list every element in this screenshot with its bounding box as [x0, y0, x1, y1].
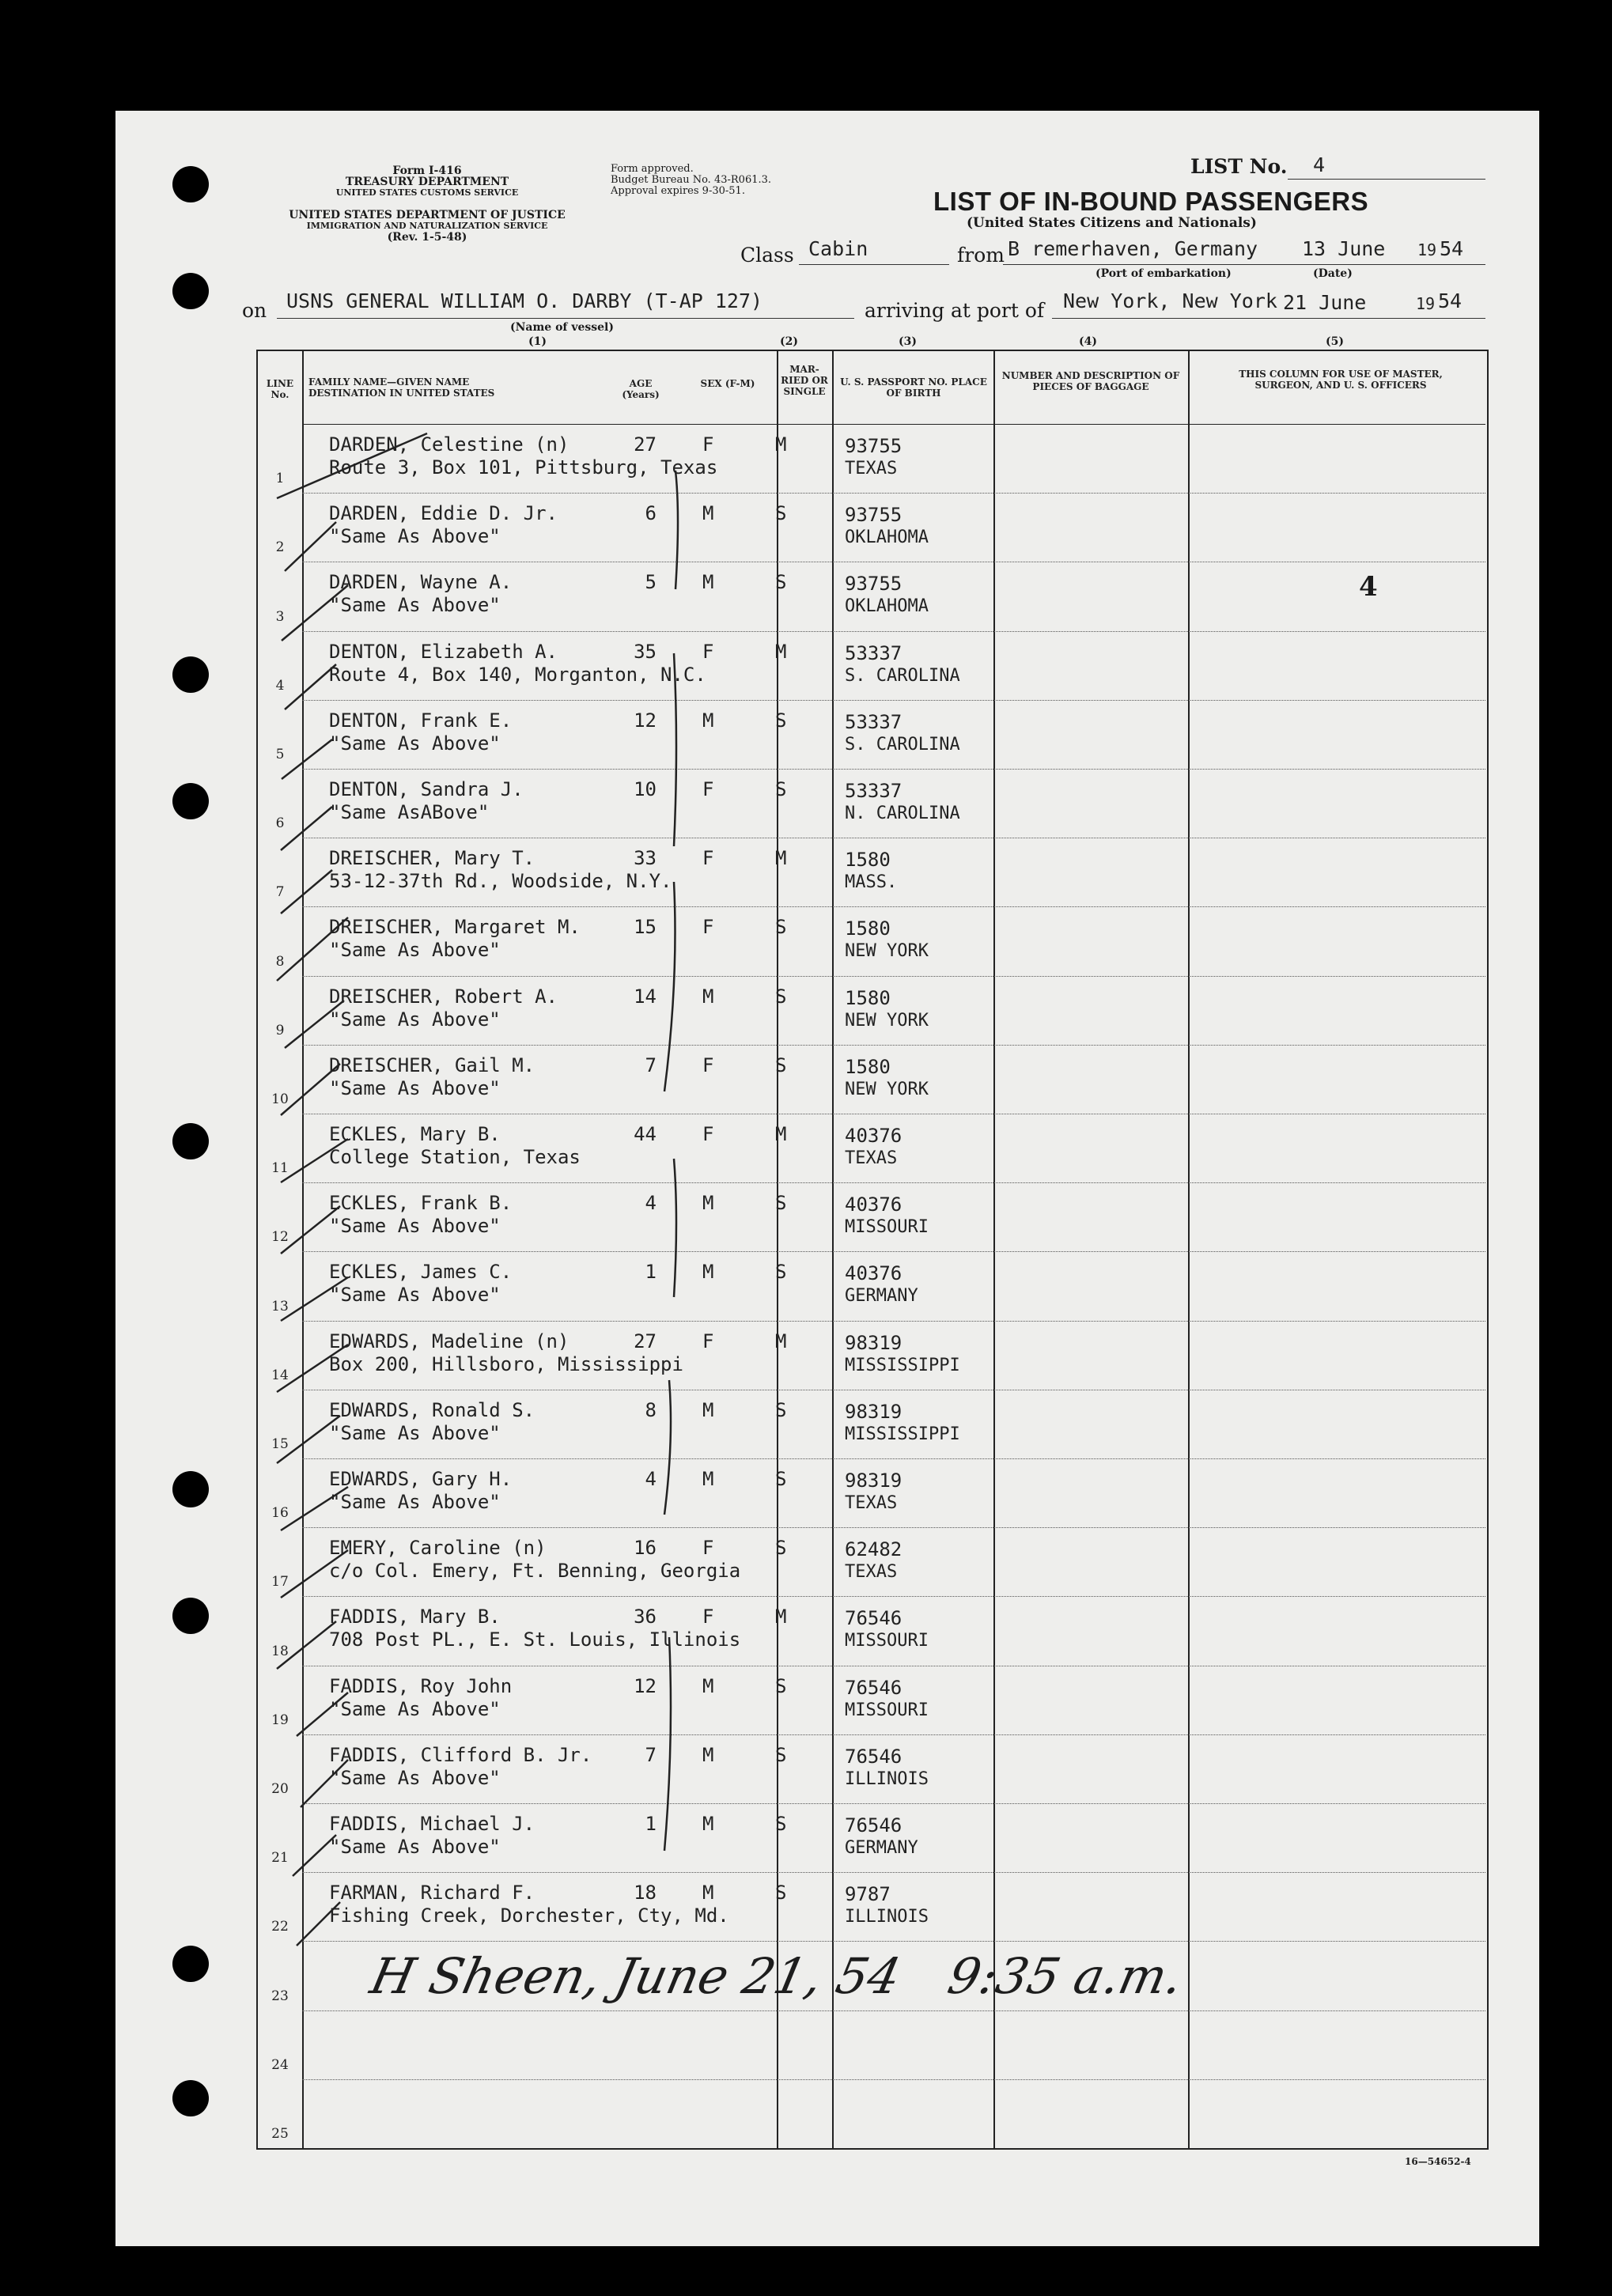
row-divider — [302, 1803, 1485, 1804]
passenger-name: ECKLES, James C. — [329, 1261, 513, 1284]
passport-number: 76546 — [845, 1676, 902, 1699]
line-number: 5 — [275, 747, 285, 762]
arrival-port: New York, New York — [1063, 289, 1277, 312]
place-of-birth: ILLINOIS — [845, 1907, 929, 1927]
marital-status: S — [775, 985, 787, 1008]
passenger-age: 1 — [645, 1813, 657, 1835]
list-no-label: LIST No. — [1190, 155, 1288, 178]
line-number: 2 — [275, 539, 285, 556]
row-divider — [302, 1527, 1485, 1528]
passport-number: 93755 — [845, 573, 902, 596]
passport-number: 76546 — [845, 1745, 902, 1768]
passenger-sex: M — [702, 571, 714, 594]
passenger-name: EDWARDS, Ronald S. — [329, 1398, 535, 1421]
marital-status: S — [775, 778, 787, 800]
passenger-age: 12 — [634, 709, 657, 732]
passenger-destination: Route 4, Box 140, Morganton, N.C. — [329, 663, 706, 686]
approval-line-2: Budget Bureau No. 43-R061.3. — [611, 174, 772, 186]
row-divider — [302, 1182, 1485, 1183]
passport-number: 53337 — [845, 641, 902, 664]
passenger-destination: "Same As Above" — [329, 1215, 501, 1238]
line-number: 20 — [271, 1781, 289, 1797]
passenger-sex: M — [702, 1192, 714, 1215]
row-divider — [302, 769, 1485, 770]
passport-number: 1580 — [845, 1055, 891, 1078]
passenger-name: DARDEN, Eddie D. Jr. — [329, 502, 558, 525]
passenger-name: DREISCHER, Gail M. — [329, 1053, 535, 1076]
passenger-age: 8 — [645, 1398, 657, 1421]
marital-status: S — [775, 1053, 787, 1076]
place-of-birth: N. CAROLINA — [845, 804, 960, 823]
punch-hole — [172, 1946, 209, 1982]
passenger-sex: F — [702, 1537, 714, 1560]
arriving-label: arriving at port of — [865, 299, 1045, 322]
passenger-age: 7 — [645, 1743, 657, 1766]
punch-hole — [172, 273, 209, 309]
punch-hole — [172, 2080, 209, 2116]
passenger-name: ECKLES, Mary B. — [329, 1123, 501, 1145]
passenger-age: 7 — [645, 1053, 657, 1076]
punch-hole — [172, 1471, 209, 1507]
marital-status: M — [775, 1606, 787, 1628]
line-number: 24 — [271, 2056, 289, 2073]
embarkation-year-prefix: 19 — [1417, 240, 1437, 259]
passenger-destination: "Same As Above" — [329, 1491, 501, 1513]
justice-dept: UNITED STATES DEPARTMENT OF JUSTICE — [289, 209, 566, 221]
passenger-age: 12 — [634, 1674, 657, 1697]
row-divider — [302, 493, 1485, 494]
passenger-sex: F — [702, 1330, 714, 1352]
line-number: 16 — [271, 1505, 289, 1522]
passenger-sex: M — [702, 985, 714, 1008]
place-of-birth: OKLAHOMA — [845, 528, 929, 548]
line-number: 14 — [271, 1367, 289, 1383]
passenger-age: 4 — [645, 1192, 657, 1215]
passenger-sex: F — [702, 640, 714, 663]
passenger-age: 27 — [634, 433, 657, 456]
row-divider — [302, 1872, 1485, 1873]
place-of-birth: MISSOURI — [845, 1700, 929, 1720]
passenger-age: 10 — [634, 778, 657, 800]
on-label: on — [242, 299, 267, 322]
col-header-married: MAR-RIED OR SINGLE — [781, 364, 828, 397]
passport-number: 98319 — [845, 1331, 902, 1354]
line-number: 12 — [271, 1229, 289, 1246]
place-of-birth: NEW YORK — [845, 1010, 929, 1031]
place-of-birth: S. CAROLINA — [845, 734, 960, 755]
class-value: Cabin — [808, 237, 868, 260]
date-caption: (Date) — [1313, 267, 1353, 280]
passport-number: 40376 — [845, 1193, 902, 1216]
marital-status: S — [775, 1398, 787, 1421]
passenger-sex: M — [702, 502, 714, 525]
passenger-age: 35 — [634, 640, 657, 663]
passenger-sex: M — [702, 1398, 714, 1421]
marital-status: S — [775, 1882, 787, 1905]
row-divider — [302, 2010, 1485, 2011]
marital-status: S — [775, 1813, 787, 1835]
line-number: 15 — [271, 1436, 289, 1452]
marital-status: M — [775, 1330, 787, 1352]
line-number: 11 — [271, 1160, 289, 1177]
ins-service: IMMIGRATION AND NATURALIZATION SERVICE — [306, 221, 548, 231]
passenger-destination: "Same AsABove" — [329, 801, 490, 823]
passenger-destination: "Same As Above" — [329, 1008, 501, 1031]
passport-number: 1580 — [845, 986, 891, 1009]
approval-line-3: Approval expires 9-30-51. — [611, 185, 745, 197]
marital-status: S — [775, 1468, 787, 1490]
passenger-name: FADDIS, Mary B. — [329, 1606, 501, 1628]
passenger-destination: "Same As Above" — [329, 1284, 501, 1307]
row-divider — [302, 976, 1485, 977]
passenger-sex: M — [702, 1813, 714, 1835]
passenger-age: 1 — [645, 1261, 657, 1284]
passenger-name: FARMAN, Richard F. — [329, 1882, 535, 1905]
line-number: 23 — [271, 1988, 289, 2004]
passenger-destination: c/o Col. Emery, Ft. Benning, Georgia — [329, 1560, 741, 1583]
approval-line-1: Form approved. — [611, 163, 694, 175]
place-of-birth: MISSISSIPPI — [845, 1355, 960, 1375]
footer-code: 16—54652-4 — [1405, 2156, 1471, 2167]
place-of-birth: GERMANY — [845, 1286, 918, 1307]
row-divider — [302, 1734, 1485, 1735]
passport-number: 1580 — [845, 849, 891, 872]
line-number: 17 — [271, 1574, 289, 1591]
line-number: 18 — [271, 1643, 289, 1659]
col-header-age: AGE (Years) — [622, 378, 660, 400]
col-header-line: LINE No. — [266, 378, 294, 400]
passenger-destination: "Same As Above" — [329, 1697, 501, 1720]
passenger-age: 44 — [634, 1123, 657, 1145]
arrival-date: 21 June — [1283, 291, 1367, 314]
punch-hole — [172, 1123, 209, 1159]
marital-status: S — [775, 1261, 787, 1284]
passenger-age: 36 — [634, 1606, 657, 1628]
inspection-time: 9:35 a.m. — [943, 1947, 1188, 2005]
passenger-name: FADDIS, Roy John — [329, 1674, 513, 1697]
row-divider — [302, 700, 1485, 701]
passport-number: 98319 — [845, 1470, 902, 1492]
passenger-destination: "Same As Above" — [329, 1766, 501, 1789]
passenger-name: DENTON, Frank E. — [329, 709, 513, 732]
place-of-birth: GERMANY — [845, 1838, 918, 1858]
line-number: 10 — [271, 1091, 289, 1107]
col-number-4: (4) — [1079, 335, 1097, 348]
embarkation-year: 54 — [1440, 237, 1464, 260]
passport-number: 93755 — [845, 504, 902, 527]
passenger-sex: M — [702, 1468, 714, 1490]
vessel-name: USNS GENERAL WILLIAM O. DARBY (T-AP 127) — [286, 289, 763, 312]
customs-service: UNITED STATES CUSTOMS SERVICE — [335, 187, 519, 198]
marital-status: M — [775, 433, 787, 456]
passenger-destination: "Same As Above" — [329, 939, 501, 962]
class-label: Class — [740, 244, 794, 267]
port-caption: (Port of embarkation) — [1095, 267, 1232, 280]
marital-status: S — [775, 1192, 787, 1215]
passenger-sex: F — [702, 1606, 714, 1628]
passenger-destination: Box 200, Hillsboro, Mississippi — [329, 1352, 683, 1375]
place-of-birth: MASS. — [845, 872, 898, 893]
passport-number: 53337 — [845, 710, 902, 733]
passenger-destination: "Same As Above" — [329, 732, 501, 755]
place-of-birth: NEW YORK — [845, 1079, 929, 1099]
row-divider — [302, 2079, 1485, 2080]
vessel-col-number: (1) — [528, 335, 547, 348]
marital-status: S — [775, 502, 787, 525]
passenger-destination: "Same As Above" — [329, 1836, 501, 1858]
row-divider — [302, 631, 1485, 632]
inspector-signature: H Sheen, June 21, 54 — [365, 1947, 906, 2005]
row-divider — [302, 1321, 1485, 1322]
passenger-name: EDWARDS, Madeline (n) — [329, 1330, 569, 1352]
place-of-birth: MISSISSIPPI — [845, 1424, 960, 1444]
punch-hole — [172, 656, 209, 693]
passenger-name: DREISCHER, Margaret M. — [329, 916, 581, 939]
passenger-name: ECKLES, Frank B. — [329, 1192, 513, 1215]
marital-status: S — [775, 1743, 787, 1766]
place-of-birth: ILLINOIS — [845, 1768, 929, 1789]
line-number: 19 — [271, 1712, 289, 1728]
passenger-name: DARDEN, Celestine (n) — [329, 433, 569, 456]
passport-number: 40376 — [845, 1125, 902, 1147]
passenger-sex: M — [702, 1261, 714, 1284]
marital-status: S — [775, 571, 787, 594]
passenger-name: EMERY, Caroline (n) — [329, 1537, 547, 1560]
place-of-birth: TEXAS — [845, 1562, 898, 1583]
passenger-name: FADDIS, Michael J. — [329, 1813, 535, 1835]
place-of-birth: TEXAS — [845, 1493, 898, 1513]
passenger-name: DARDEN, Wayne A. — [329, 571, 513, 594]
line-number: 4 — [275, 677, 285, 694]
vessel-caption: (Name of vessel) — [510, 321, 614, 334]
treasury-dept: TREASURY DEPARTMENT — [345, 176, 509, 188]
passenger-sex: F — [702, 847, 714, 870]
page-title: LIST OF IN-BOUND PASSENGERS — [933, 187, 1369, 216]
punch-hole — [172, 783, 209, 819]
passenger-name: DREISCHER, Mary T. — [329, 847, 535, 870]
passenger-destination: 708 Post PL., E. St. Louis, Illinois — [329, 1628, 741, 1651]
line-number: 9 — [275, 1022, 285, 1038]
passenger-sex: F — [702, 916, 714, 939]
passenger-destination: "Same As Above" — [329, 1076, 501, 1099]
col-number-2: (2) — [780, 335, 798, 348]
place-of-birth: MISSOURI — [845, 1631, 929, 1651]
passenger-age: 5 — [645, 571, 657, 594]
passenger-age: 15 — [634, 916, 657, 939]
marital-status: M — [775, 847, 787, 870]
marital-status: S — [775, 1537, 787, 1560]
passport-number: 76546 — [845, 1814, 902, 1836]
passport-number: 62482 — [845, 1538, 902, 1561]
col-number-3: (3) — [899, 335, 917, 348]
passenger-age: 16 — [634, 1537, 657, 1560]
col-header-name: FAMILY NAME—GIVEN NAME DESTINATION IN UNITED STATES — [308, 376, 495, 399]
passenger-age: 18 — [634, 1882, 657, 1905]
row-divider — [302, 1045, 1485, 1046]
line-number: 13 — [271, 1298, 289, 1314]
marital-status: M — [775, 1123, 787, 1145]
line-number: 3 — [275, 608, 285, 625]
passenger-destination: "Same As Above" — [329, 594, 501, 617]
passport-number: 1580 — [845, 917, 891, 940]
passenger-sex: M — [702, 1743, 714, 1766]
form-number: Form I-416 — [392, 165, 462, 177]
col-header-passport: U. S. PASSPORT NO. PLACE OF BIRTH — [840, 376, 987, 399]
arrival-year: 54 — [1438, 289, 1463, 312]
passenger-sex: F — [702, 1053, 714, 1076]
passenger-destination: Route 3, Box 101, Pittsburg, Texas — [329, 456, 718, 478]
embarkation-port: B remerhaven, Germany — [1008, 237, 1258, 260]
passenger-destination: 53-12-37th Rd., Woodside, N.Y. — [329, 870, 672, 893]
passenger-name: FADDIS, Clifford B. Jr. — [329, 1743, 592, 1766]
passenger-age: 4 — [645, 1468, 657, 1490]
punch-hole — [172, 1598, 209, 1634]
line-number: 7 — [275, 884, 285, 901]
line-number: 21 — [271, 1850, 289, 1867]
marital-status: S — [775, 916, 787, 939]
passenger-sex: M — [702, 709, 714, 732]
passenger-name: EDWARDS, Gary H. — [329, 1468, 513, 1490]
marital-status: M — [775, 640, 787, 663]
line-number: 1 — [275, 471, 285, 487]
col-header-officers: THIS COLUMN FOR USE OF MASTER, SURGEON, AND U. S. OFFICERS — [1239, 369, 1443, 391]
manifest-table — [256, 350, 1489, 2150]
marital-status: S — [775, 709, 787, 732]
place-of-birth: S. CAROLINA — [845, 665, 960, 686]
passenger-age: 27 — [634, 1330, 657, 1352]
passenger-name: DREISCHER, Robert A. — [329, 985, 558, 1008]
row-divider — [302, 1251, 1485, 1252]
passport-number: 9787 — [845, 1883, 891, 1906]
row-divider — [302, 1458, 1485, 1459]
passenger-age: 33 — [634, 847, 657, 870]
from-label: from — [957, 244, 1005, 267]
passenger-destination: College Station, Texas — [329, 1146, 581, 1168]
revision: (Rev. 1-5-48) — [387, 231, 467, 244]
passenger-age: 14 — [634, 985, 657, 1008]
col-number-5: (5) — [1326, 335, 1344, 348]
row-divider — [302, 906, 1485, 907]
line-number: 22 — [271, 1919, 289, 1935]
marital-status: S — [775, 1674, 787, 1697]
passport-number: 40376 — [845, 1262, 902, 1285]
passport-number: 98319 — [845, 1400, 902, 1423]
passenger-destination: "Same As Above" — [329, 1421, 501, 1444]
page-subtitle: (United States Citizens and Nationals) — [967, 215, 1257, 231]
passport-number: 93755 — [845, 435, 902, 457]
place-of-birth: NEW YORK — [845, 941, 929, 962]
place-of-birth: OKLAHOMA — [845, 596, 929, 617]
line-number: 25 — [271, 2126, 289, 2142]
passenger-sex: F — [702, 1123, 714, 1145]
line-number: 6 — [275, 815, 285, 832]
passport-number: 76546 — [845, 1607, 902, 1630]
arrival-year-prefix: 19 — [1416, 294, 1436, 313]
passenger-name: DENTON, Sandra J. — [329, 778, 524, 800]
punch-hole — [172, 166, 209, 202]
row-divider — [302, 1941, 1485, 1942]
col-header-baggage: NUMBER AND DESCRIPTION OF PIECES OF BAGGAGE — [1001, 370, 1180, 392]
passenger-destination: Fishing Creek, Dorchester, Cty, Md. — [329, 1905, 729, 1927]
passport-number: 53337 — [845, 780, 902, 802]
passenger-age: 6 — [645, 502, 657, 525]
embarkation-date: 13 June — [1302, 237, 1386, 260]
row-divider — [302, 1596, 1485, 1597]
passenger-sex: F — [702, 433, 714, 456]
passenger-sex: M — [702, 1882, 714, 1905]
passenger-name: DENTON, Elizabeth A. — [329, 640, 558, 663]
place-of-birth: TEXAS — [845, 459, 898, 478]
col-header-sex: SEX (F-M) — [700, 378, 755, 389]
passenger-destination: "Same As Above" — [329, 525, 501, 548]
officer-mark: 4 — [1359, 571, 1378, 603]
passenger-sex: M — [702, 1674, 714, 1697]
passenger-sex: F — [702, 778, 714, 800]
list-no-value: 4 — [1313, 153, 1326, 176]
line-number: 8 — [275, 953, 285, 970]
place-of-birth: MISSOURI — [845, 1217, 929, 1238]
place-of-birth: TEXAS — [845, 1148, 898, 1168]
